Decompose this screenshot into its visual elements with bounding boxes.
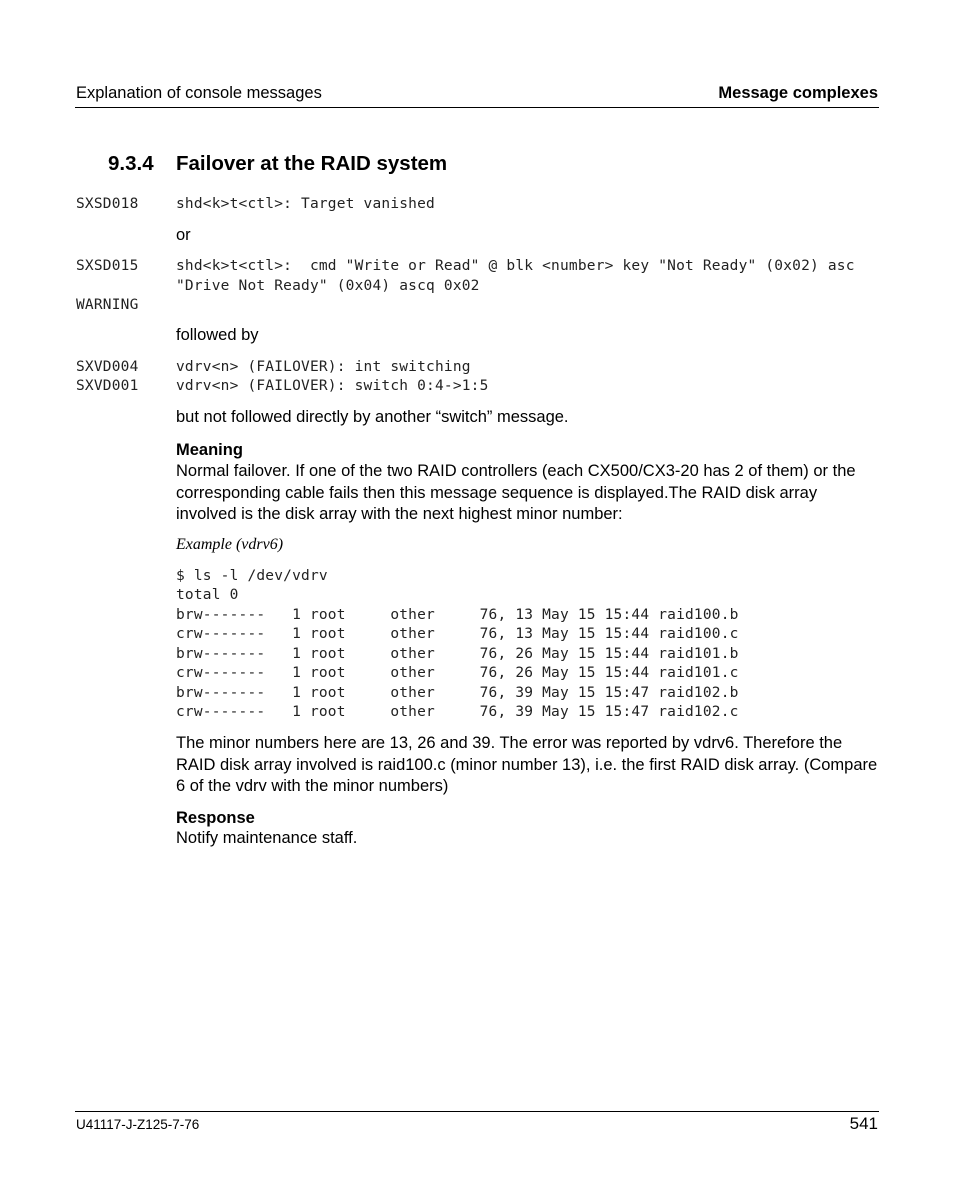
section-number: 9.3.4: [108, 152, 154, 175]
message-text-not-ready-line1: shd<k>t<ctl>: cmd "Write or Read" @ blk <number> key "Not Ready" (0x02) asc: [176, 258, 855, 274]
document-id: U41117-J-Z125-7-76: [76, 1117, 200, 1132]
code-line: brw------- 1 root other 76, 26 May 15 15:44 raid101.b: [176, 646, 739, 662]
message-text-target-vanished: shd<k>t<ctl>: Target vanished: [176, 196, 435, 212]
message-level-warning: WARNING: [76, 297, 139, 313]
connector-or: or: [176, 226, 191, 244]
response-text: Notify maintenance staff.: [176, 829, 358, 847]
example-explanation: The minor numbers here are 13, 26 and 39. The error was reported by vdrv6. Therefore the RAID disk array involved is raid100.c (minor number 13), i.e. the first RAID disk array. (Compare 6 of the vdrv with the minor numbers): [176, 734, 878, 795]
message-text-not-ready-line2: "Drive Not Ready" (0x04) ascq 0x02: [176, 278, 480, 294]
running-header-title: Explanation of console messages: [76, 84, 322, 102]
message-code-sxsd015: SXSD015: [76, 258, 139, 274]
code-line: brw------- 1 root other 76, 13 May 15 15:44 raid100.b: [176, 607, 739, 623]
code-line: crw------- 1 root other 76, 26 May 15 15:44 raid101.c: [176, 665, 739, 681]
message-code-sxvd004: SXVD004: [76, 359, 139, 375]
footer-rule: [75, 1111, 879, 1112]
code-line: crw------- 1 root other 76, 39 May 15 15:47 raid102.c: [176, 704, 739, 720]
message-code-sxsd018: SXSD018: [76, 196, 139, 212]
section-heading: [108, 152, 447, 176]
running-header-section: Message complexes: [718, 84, 878, 102]
code-line: brw------- 1 root other 76, 39 May 15 15:47 raid102.b: [176, 685, 739, 701]
not-followed-note: but not followed directly by another “switch” message.: [176, 408, 569, 426]
code-line: crw------- 1 root other 76, 13 May 15 15:44 raid100.c: [176, 626, 739, 642]
section-title: Failover at the RAID system: [176, 152, 448, 175]
example-label: Example (vdrv6): [176, 536, 284, 553]
response-heading: Response: [176, 809, 255, 827]
code-line: $ ls -l /dev/vdrv: [176, 568, 328, 584]
meaning-heading: Meaning: [176, 441, 243, 459]
connector-followed-by: followed by: [176, 326, 259, 344]
message-text-switch: vdrv<n> (FAILOVER): switch 0:4->1:5: [176, 378, 489, 394]
code-line: total 0: [176, 587, 239, 603]
meaning-paragraph: Normal failover. If one of the two RAID controllers (each CX500/CX3-20 has 2 of them) or the corresponding cable fails then this message sequence is displayed.The RAID disk array involved is the disk array with the next highest minor number:: [176, 462, 856, 523]
message-code-sxvd001: SXVD001: [76, 378, 139, 394]
header-rule: [75, 107, 879, 108]
message-text-int-switching: vdrv<n> (FAILOVER): int switching: [176, 359, 471, 375]
page-number: 541: [849, 1114, 878, 1133]
